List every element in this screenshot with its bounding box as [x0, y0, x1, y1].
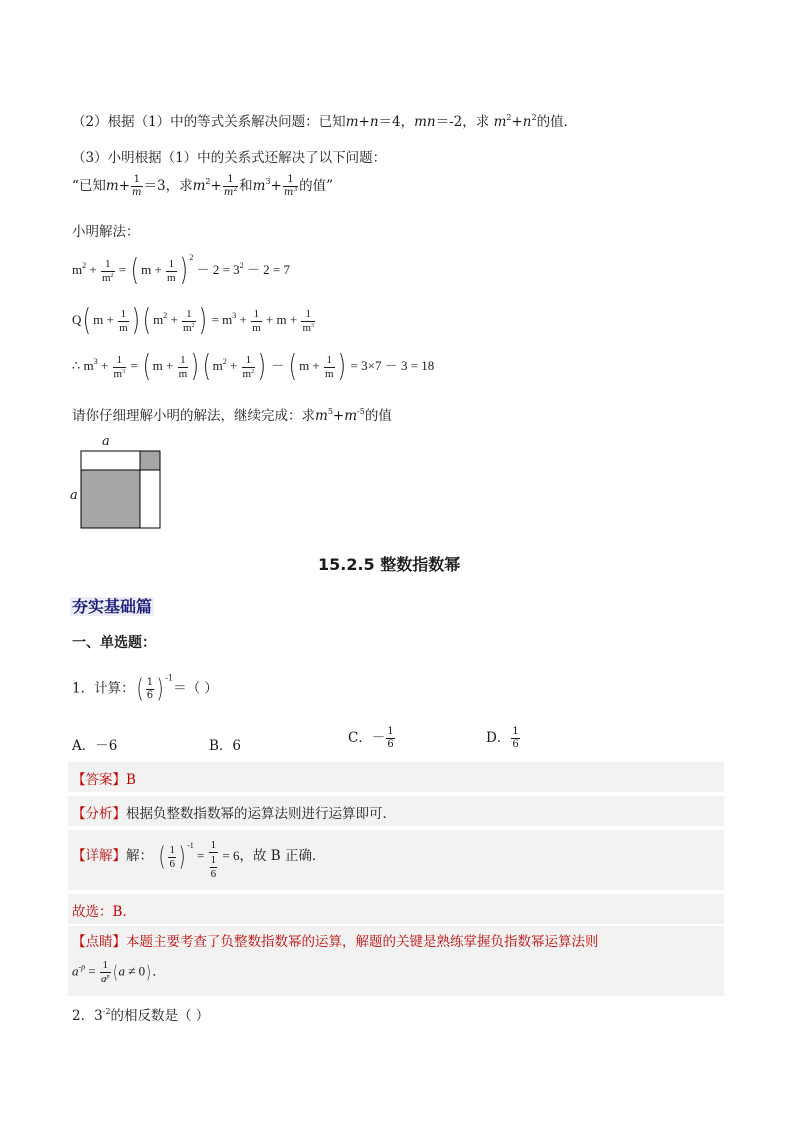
comment-formula: $a^{-p}$ = $\frac{1}{a^p}$ (a ≠ 0)． — [72, 959, 166, 985]
diagram-top-label: a — [102, 434, 110, 449]
section-tag-container — [70, 594, 154, 617]
ask-line: 请你仔细理解小明的解法，继续完成：求$m^5+m^{-5}$的值 — [72, 407, 392, 424]
option-c[interactable]: C．－ $\frac{1}{6}$ — [348, 726, 394, 750]
diagram-side-label: a — [70, 488, 78, 503]
detail-line: 【详解】解： ( $\frac{1}{6}$ ) $^{-1}$ = $\frac{1}{\frac{1}{6}}$ = 6，故 B 正确． — [72, 839, 326, 880]
question-2-line: （2）根据（1）中的等式关系解决问题：已知m+n＝4，mn＝-2，求 $m^2+n^2$的值． — [72, 113, 578, 130]
equation-3: ∴ $m^3$ + $\frac{1}{m^3}$ = ( m + $\frac{1}{m}$ ) ( $m^2$ + $\frac{1}{m^2}$ ) － ( m + $\frac{1}{m}$ ) = 3×7 － 3 = 18 — [72, 349, 435, 384]
question-3-line: （3）小明根据（1）中的关系式还解决了以下问题： — [72, 150, 387, 166]
question-2-next: 2．$3^{-2}$的相反数是（ ） — [72, 1007, 210, 1024]
option-d[interactable]: D． $\frac{1}{6}$ — [486, 726, 519, 750]
answer-line: 【答案】B — [72, 772, 136, 788]
fraction: $\frac{1}{m^2}$ — [223, 174, 238, 198]
quote-line: “已知m+ $\frac{1}{m}$ ＝3，求$m^2+$ $\frac{1}{m^2}$ 和$m^3+$ $\frac{1}{m^3}$ 的值” — [72, 174, 334, 198]
question-1: 1．计算：( $\frac{1}{6}$ ) $^{-1}$＝（ ） — [72, 673, 218, 704]
choose-bg — [68, 894, 724, 924]
fraction: $\frac{1}{m^3}$ — [283, 174, 298, 198]
section-title: 15.2.5 整数指数幂 — [318, 555, 461, 574]
section-tag: 夯实基础篇 — [72, 597, 153, 616]
equation-1: $m^2$ + $\frac{1}{m^2}$ = ( m + $\frac{1}{m}$ ) $^2 - 2 = 3^2 - 2 = 7$ — [72, 252, 291, 288]
equation-2: Q( m + $\frac{1}{m}$ ) ( $m^2$ + $\frac{1}{m^2}$ ) = $m^3$ + $\frac{1}{m}$ + m + $\frac{1}{m^3}$ — [72, 303, 315, 338]
square-diagram — [70, 432, 170, 534]
choose-line: 故选：B． — [72, 904, 136, 920]
analysis-line: 【分析】根据负整数指数幂的运算法则进行运算即可． — [72, 806, 396, 822]
option-a[interactable]: A．－6 — [72, 738, 118, 754]
diagram-shapes — [80, 450, 162, 530]
fraction: $\frac{1}{m}$ — [132, 174, 142, 198]
option-b[interactable]: B．6 — [209, 738, 242, 754]
part-title: 一、单选题： — [72, 635, 156, 651]
answer-bg — [68, 762, 724, 792]
xiaoming-method-label: 小明解法： — [72, 224, 140, 240]
comment-line: 【点睛】本题主要考查了负整数指数幂的运算，解题的关键是熟练掌握负指数幂运算法则 — [72, 934, 599, 950]
